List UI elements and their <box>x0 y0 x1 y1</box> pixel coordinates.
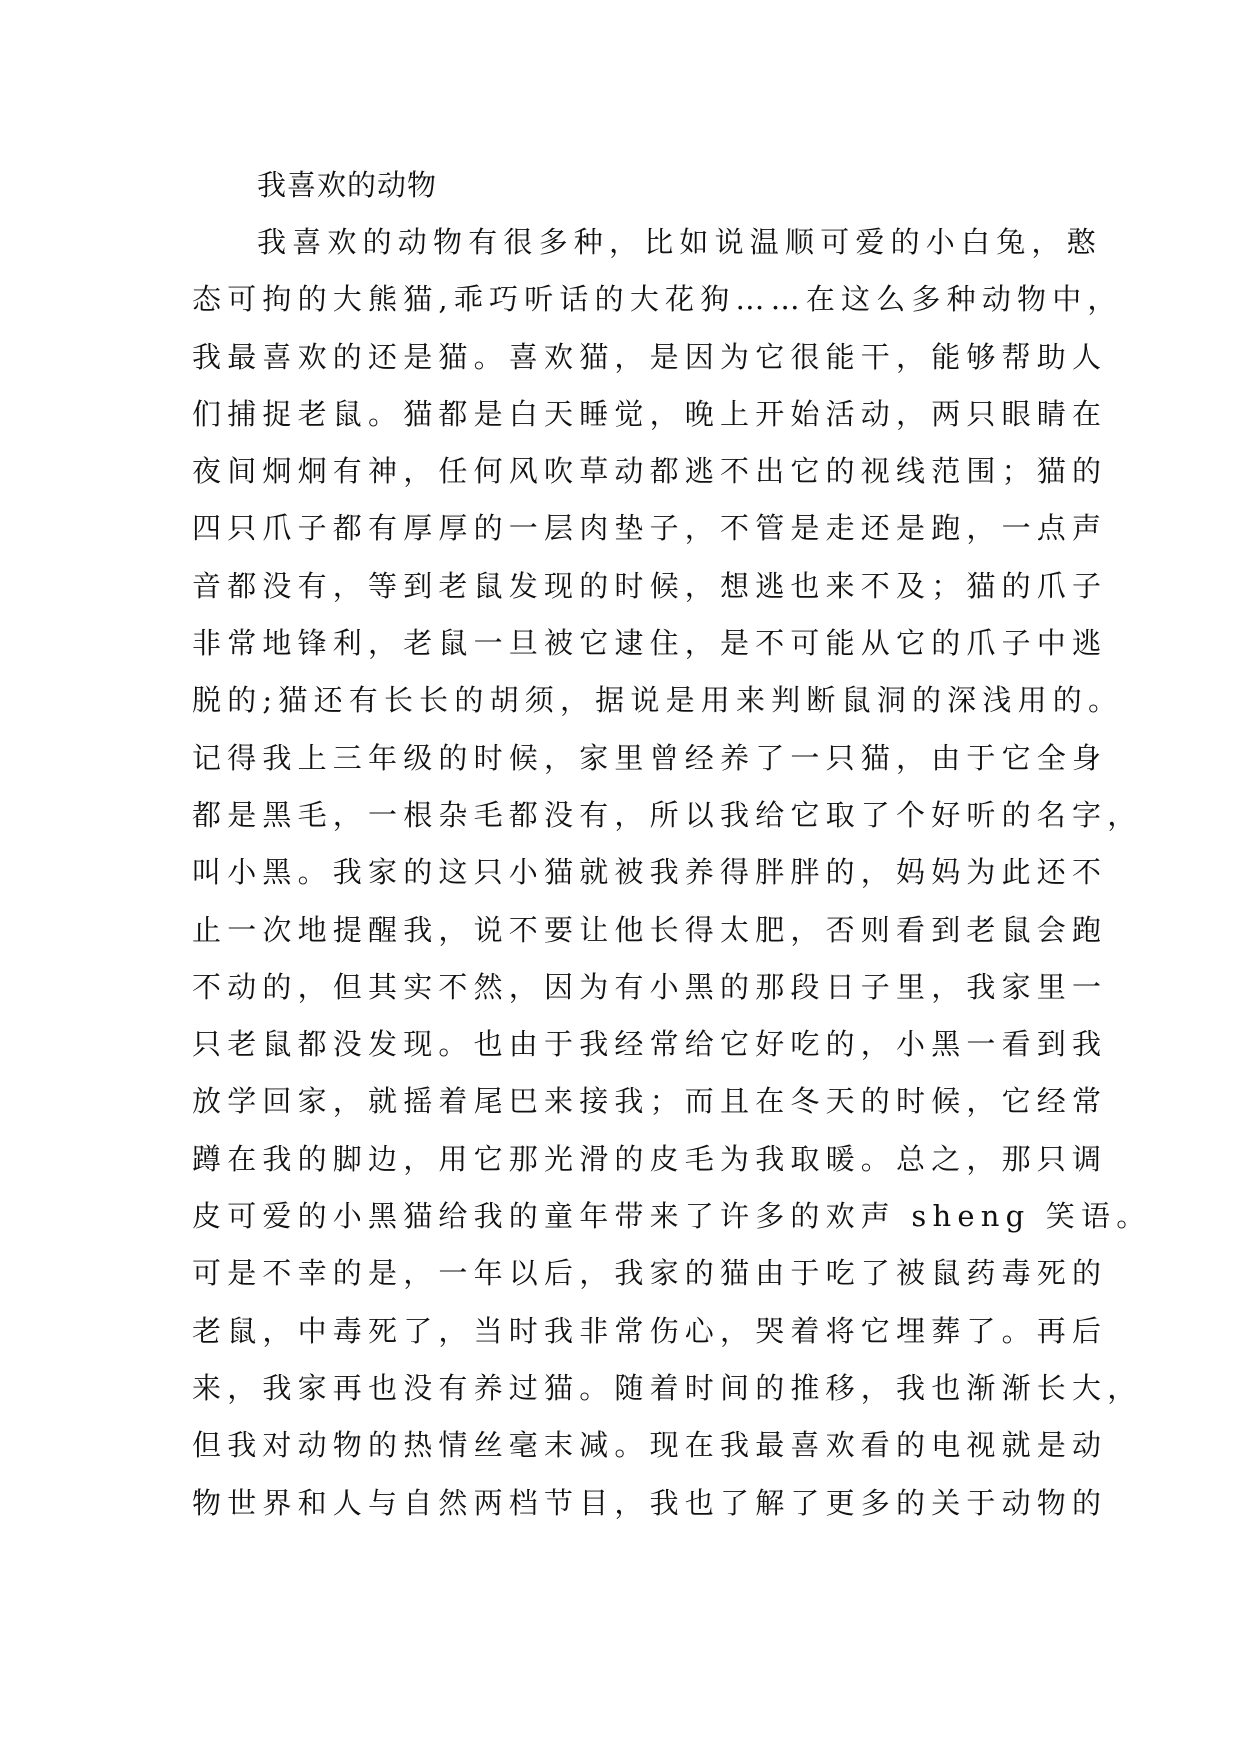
paragraph-line: 夜间炯炯有神，任何风吹草动都逃不出它的视线范围；猫的 <box>192 454 1108 489</box>
paragraph-line: 放学回家，就摇着尾巴来接我；而且在冬天的时候，它经常 <box>192 1084 1108 1119</box>
paragraph-line: 只老鼠都没发现。也由于我经常给它好吃的，小黑一看到我 <box>192 1027 1108 1062</box>
paragraph-line: 我喜欢的动物有很多种，比如说温顺可爱的小白兔，憨 <box>257 225 1102 259</box>
paragraph-line: 不动的，但其实不然，因为有小黑的那段日子里，我家里一 <box>192 969 1108 1004</box>
paragraph-line: 可是不幸的是，一年以后，我家的猫由于吃了被鼠药毒死的 <box>192 1256 1108 1291</box>
paragraph-line: 蹲在我的脚边，用它那光滑的皮毛为我取暖。总之，那只调 <box>192 1141 1108 1176</box>
paragraph-line: 叫小黑。我家的这只小猫就被我养得胖胖的，妈妈为此还不 <box>192 855 1108 890</box>
paragraph-line: 物世界和人与自然两档节目，我也了解了更多的关于动物的 <box>192 1485 1108 1520</box>
paragraph-line: 但我对动物的热情丝毫末减。现在我最喜欢看的电视就是动 <box>192 1428 1108 1463</box>
paragraph-line: 们捕捉老鼠。猫都是白天睡觉，晚上开始活动，两只眼睛在 <box>192 396 1108 431</box>
paragraph-line: 非常地锋利，老鼠一旦被它逮住，是不可能从它的爪子中逃 <box>192 626 1108 661</box>
paragraph-line: 皮可爱的小黑猫给我的童年带来了许多的欢声 sheng 笑语。 <box>192 1199 1152 1234</box>
paragraph-line: 记得我上三年级的时候，家里曾经养了一只猫，由于它全身 <box>192 740 1108 775</box>
paragraph-line: 四只爪子都有厚厚的一层肉垫子，不管是走还是跑，一点声 <box>192 511 1108 546</box>
paragraph-line: 都是黑毛，一根杂毛都没有，所以我给它取了个好听的名字， <box>192 797 1143 832</box>
paragraph-line: 老鼠，中毒死了，当时我非常伤心，哭着将它埋葬了。再后 <box>192 1313 1108 1348</box>
document-title: 我喜欢的动物 <box>257 168 438 202</box>
paragraph-line: 态可拘的大熊猫,乖巧听话的大花狗……在这么多种动物中， <box>192 282 1123 317</box>
paragraph-line: 我最喜欢的还是猫。喜欢猫，是因为它很能干，能够帮助人 <box>192 339 1108 374</box>
paragraph-line: 脱的;猫还有长长的胡须，据说是用来判断鼠洞的深浅用的。 <box>192 683 1124 718</box>
paragraph-line: 音都没有，等到老鼠发现的时候，想逃也来不及；猫的爪子 <box>192 568 1108 603</box>
paragraph-line: 来，我家再也没有养过猫。随着时间的推移，我也渐渐长大， <box>192 1370 1143 1405</box>
paragraph-line: 止一次地提醒我，说不要让他长得太肥，否则看到老鼠会跑 <box>192 912 1108 947</box>
document-body <box>192 220 1152 1538</box>
